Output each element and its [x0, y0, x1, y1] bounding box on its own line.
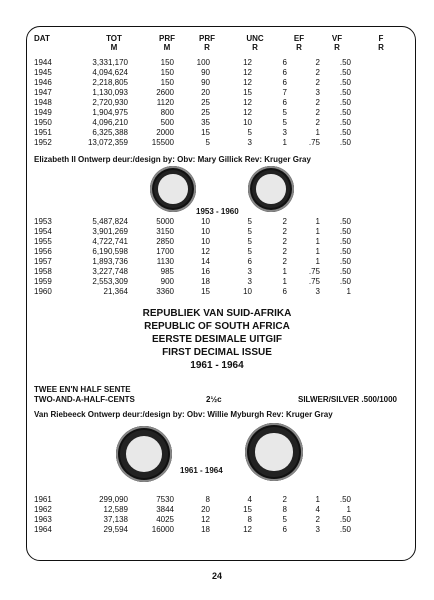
table-cell: 1954: [34, 227, 52, 236]
table-cell: 1956: [34, 247, 52, 256]
table-cell: 2: [315, 78, 320, 87]
table-cell: 10: [201, 217, 210, 226]
header-dat: DAT: [34, 34, 50, 43]
table-cell: 90: [201, 78, 210, 87]
header-unc-label: UNC: [246, 34, 264, 43]
table-cell: 2: [282, 257, 287, 266]
table-cell: 12: [243, 58, 252, 67]
table-cell: 3,901,269: [92, 227, 128, 236]
table-cell: 1: [315, 237, 320, 246]
table-cell: .50: [339, 217, 351, 226]
table-cell: 21,364: [103, 287, 128, 296]
table-cell: 2: [315, 98, 320, 107]
table-cell: 1958: [34, 267, 52, 276]
table-cell: 1: [346, 505, 351, 514]
table-cell: 15: [201, 287, 210, 296]
title-line-2: REPUBLIC OF SOUTH AFRICA: [144, 321, 290, 332]
table-cell: 1949: [34, 108, 52, 117]
table-row: [34, 138, 351, 148]
table-cell: 25: [201, 108, 210, 117]
header-f: [374, 34, 388, 52]
table-cell: 1947: [34, 88, 52, 97]
table-cell: 18: [201, 277, 210, 286]
header-prf-m: [152, 34, 182, 52]
coin-obverse-elizabeth: [150, 166, 196, 212]
column-header: [34, 34, 404, 56]
table-cell: .50: [339, 257, 351, 266]
table-cell: 35: [201, 118, 210, 127]
table-cell: 6,325,388: [92, 128, 128, 137]
table-cell: .50: [339, 58, 351, 67]
table-cell: 1953: [34, 217, 52, 226]
table-cell: 2850: [156, 237, 174, 246]
table-row: [34, 505, 351, 515]
table-cell: 25: [201, 98, 210, 107]
mintage-table-1944-1952: [34, 58, 351, 148]
table-cell: 2,720,930: [92, 98, 128, 107]
table-cell: 1951: [34, 128, 52, 137]
table-row: [34, 217, 351, 227]
table-cell: .50: [339, 525, 351, 534]
table-cell: 3360: [156, 287, 174, 296]
table-cell: 150: [160, 68, 174, 77]
table-cell: 16000: [151, 525, 174, 534]
header-ef: [289, 34, 309, 52]
period-label-1953-1960: 1953 - 1960: [196, 207, 239, 216]
table-row: [34, 287, 351, 297]
table-cell: 6: [247, 257, 252, 266]
table-cell: 299,090: [99, 495, 128, 504]
table-cell: 7530: [156, 495, 174, 504]
table-cell: 1960: [34, 287, 52, 296]
table-cell: 3: [282, 128, 287, 137]
table-cell: 4025: [156, 515, 174, 524]
table-cell: 5: [247, 247, 252, 256]
table-cell: 150: [160, 78, 174, 87]
table-cell: 12: [243, 78, 252, 87]
table-cell: 3: [247, 267, 252, 276]
table-cell: .50: [339, 128, 351, 137]
table-cell: 2: [282, 217, 287, 226]
table-cell: 4: [247, 495, 252, 504]
table-cell: .50: [339, 277, 351, 286]
denomination-english: TWO-AND-A-HALF-CENTS: [34, 395, 135, 404]
table-cell: 900: [160, 277, 174, 286]
header-prf-m-label: PRF: [159, 34, 175, 43]
table-cell: 2: [282, 237, 287, 246]
table-cell: .50: [339, 247, 351, 256]
table-cell: .75: [308, 277, 320, 286]
table-cell: 2: [315, 108, 320, 117]
table-cell: .50: [339, 227, 351, 236]
table-cell: 1120: [156, 98, 174, 107]
denomination-afrikaans: TWEE EN'N HALF SENTE: [34, 385, 131, 394]
table-cell: 15: [201, 128, 210, 137]
table-row: [34, 108, 351, 118]
table-cell: 1950: [34, 118, 52, 127]
coin-reverse-protea-wreath: [245, 423, 303, 481]
table-row: [34, 68, 351, 78]
table-cell: 5: [282, 108, 287, 117]
header-vf-unit: R: [334, 43, 340, 52]
table-cell: 1,893,736: [92, 257, 128, 266]
table-cell: 20: [201, 505, 210, 514]
table-cell: .50: [339, 515, 351, 524]
table-cell: 3,227,748: [92, 267, 128, 276]
table-cell: 7: [282, 88, 287, 97]
table-cell: .50: [339, 267, 351, 276]
denomination-value: 2½c: [206, 395, 222, 404]
table-row: [34, 237, 351, 247]
table-cell: 4,096,210: [92, 118, 128, 127]
table-cell: 20: [201, 88, 210, 97]
header-f-unit: R: [378, 43, 384, 52]
table-cell: 10: [243, 118, 252, 127]
table-cell: 12: [243, 108, 252, 117]
table-cell: 1963: [34, 515, 52, 524]
header-tot-unit: M: [110, 43, 118, 52]
table-row: [34, 277, 351, 287]
table-cell: 2000: [156, 128, 174, 137]
table-cell: .50: [339, 98, 351, 107]
table-cell: 2: [315, 118, 320, 127]
table-cell: 8: [247, 515, 252, 524]
table-cell: 1700: [156, 247, 174, 256]
table-cell: 2600: [156, 88, 174, 97]
table-cell: 15500: [151, 138, 174, 147]
table-cell: 100: [196, 58, 210, 67]
coin-reverse-protea: [248, 166, 294, 212]
table-cell: 5: [205, 138, 210, 147]
table-cell: 4,722,741: [92, 237, 128, 246]
table-cell: 800: [160, 108, 174, 117]
table-cell: 5: [247, 217, 252, 226]
table-cell: 5: [282, 118, 287, 127]
header-tot: [94, 34, 134, 52]
table-cell: 985: [160, 267, 174, 276]
table-cell: 4: [315, 505, 320, 514]
table-cell: 29,594: [103, 525, 128, 534]
table-row: [34, 515, 351, 525]
table-cell: 1: [315, 217, 320, 226]
table-cell: 10: [243, 287, 252, 296]
table-cell: 37,138: [103, 515, 128, 524]
table-cell: 2: [315, 68, 320, 77]
header-prf-r-label: PRF: [199, 34, 215, 43]
table-cell: .50: [339, 138, 351, 147]
table-cell: .50: [339, 118, 351, 127]
title-line-1: REPUBLIEK VAN SUID-AFRIKA: [142, 308, 292, 319]
table-cell: 1945: [34, 68, 52, 77]
table-cell: .50: [339, 88, 351, 97]
table-cell: 1948: [34, 98, 52, 107]
table-cell: 2,553,309: [92, 277, 128, 286]
table-cell: 2,218,805: [92, 78, 128, 87]
table-cell: 3: [315, 525, 320, 534]
table-row: [34, 495, 351, 505]
table-cell: 3: [247, 277, 252, 286]
table-cell: 1964: [34, 525, 52, 534]
table-cell: 8: [205, 495, 210, 504]
table-cell: 15: [243, 88, 252, 97]
table-cell: .50: [339, 108, 351, 117]
table-cell: 1955: [34, 237, 52, 246]
table-cell: 1961: [34, 495, 52, 504]
metal-content: SILWER/SILVER .500/1000: [298, 395, 398, 404]
table-cell: 1: [282, 277, 287, 286]
table-cell: 6: [282, 68, 287, 77]
table-cell: 14: [201, 257, 210, 266]
table-cell: 500: [160, 118, 174, 127]
table-cell: .50: [339, 495, 351, 504]
table-cell: 6: [282, 287, 287, 296]
header-vf: [327, 34, 347, 52]
design-credit-elizabeth: Elizabeth II Ontwerp deur:/design by: Obv: Mary Gillick Rev: Kruger Gray: [34, 155, 311, 164]
table-cell: 1: [315, 227, 320, 236]
table-cell: 5000: [156, 217, 174, 226]
table-cell: 3: [315, 287, 320, 296]
title-line-5: 1961 - 1964: [190, 360, 244, 371]
table-cell: 5: [247, 227, 252, 236]
title-line-3: EERSTE DESIMALE UITGIF: [151, 334, 282, 345]
table-cell: 10: [201, 227, 210, 236]
header-unc: [240, 34, 270, 52]
table-cell: 3: [247, 138, 252, 147]
table-cell: 6: [282, 98, 287, 107]
table-cell: 12: [243, 525, 252, 534]
table-cell: 10: [201, 237, 210, 246]
table-row: [34, 128, 351, 138]
table-cell: 1: [346, 287, 351, 296]
table-row: [34, 257, 351, 267]
design-credit-van-riebeeck: Van Riebeeck Ontwerp deur:/design by: Obv: Willie Myburgh Rev: Kruger Gray: [34, 410, 333, 419]
table-row: [34, 58, 351, 68]
table-cell: 3844: [156, 505, 174, 514]
period-label-1961-1964: 1961 - 1964: [180, 466, 223, 475]
header-prf-r-unit: R: [204, 43, 210, 52]
table-cell: 12: [201, 515, 210, 524]
mintage-table-1953-1960: [34, 217, 351, 297]
header-f-label: F: [378, 34, 384, 43]
table-cell: 1952: [34, 138, 52, 147]
header-ef-unit: R: [296, 43, 302, 52]
table-cell: 12: [243, 98, 252, 107]
table-cell: 3: [315, 88, 320, 97]
table-cell: 5: [282, 515, 287, 524]
table-cell: 1944: [34, 58, 52, 67]
table-cell: 1957: [34, 257, 52, 266]
table-cell: 6: [282, 58, 287, 67]
table-cell: 16: [201, 267, 210, 276]
table-cell: 6: [282, 525, 287, 534]
table-cell: 18: [201, 525, 210, 534]
table-cell: 15: [243, 505, 252, 514]
table-cell: 1: [315, 247, 320, 256]
table-cell: 2: [315, 515, 320, 524]
title-line-4: FIRST DECIMAL ISSUE: [162, 347, 272, 358]
table-cell: 1959: [34, 277, 52, 286]
table-row: [34, 88, 351, 98]
table-cell: 1: [315, 257, 320, 266]
table-cell: 90: [201, 68, 210, 77]
table-cell: .75: [308, 267, 320, 276]
header-unc-unit: R: [252, 43, 258, 52]
header-prf-m-unit: M: [163, 43, 171, 52]
table-cell: 1,130,093: [92, 88, 128, 97]
table-cell: 12,589: [103, 505, 128, 514]
table-cell: 13,072,359: [87, 138, 128, 147]
page-number: 24: [211, 571, 222, 581]
table-cell: 12: [243, 68, 252, 77]
table-cell: 1: [315, 495, 320, 504]
mintage-table-1961-1964: [34, 495, 351, 535]
table-row: [34, 227, 351, 237]
table-row: [34, 98, 351, 108]
table-cell: 1962: [34, 505, 52, 514]
table-cell: 5: [247, 128, 252, 137]
table-cell: 8: [282, 505, 287, 514]
coin-obverse-van-riebeeck: [116, 426, 172, 482]
table-row: [34, 247, 351, 257]
table-cell: 1: [315, 128, 320, 137]
table-cell: 3,331,170: [92, 58, 128, 67]
table-row: [34, 118, 351, 128]
table-cell: 2: [282, 227, 287, 236]
header-ef-label: EF: [293, 34, 305, 43]
table-cell: 1946: [34, 78, 52, 87]
table-cell: 150: [160, 58, 174, 67]
table-row: [34, 78, 351, 88]
table-cell: .50: [339, 68, 351, 77]
table-cell: .50: [339, 78, 351, 87]
table-cell: 1130: [156, 257, 174, 266]
header-prf-r: [192, 34, 222, 52]
table-cell: 3150: [156, 227, 174, 236]
table-cell: 1: [282, 138, 287, 147]
table-cell: 2: [282, 495, 287, 504]
table-cell: .50: [339, 237, 351, 246]
table-cell: 1,904,975: [92, 108, 128, 117]
table-cell: 12: [201, 247, 210, 256]
table-cell: 5,487,824: [92, 217, 128, 226]
table-row: [34, 267, 351, 277]
table-cell: 6: [282, 78, 287, 87]
table-cell: .75: [308, 138, 320, 147]
table-cell: 4,094,624: [92, 68, 128, 77]
table-cell: 5: [247, 237, 252, 246]
table-cell: 6,190,598: [92, 247, 128, 256]
header-tot-label: TOT: [106, 34, 122, 43]
header-vf-label: VF: [331, 34, 343, 43]
table-row: [34, 525, 351, 535]
table-cell: 1: [282, 267, 287, 276]
table-cell: 2: [315, 58, 320, 67]
table-cell: 2: [282, 247, 287, 256]
